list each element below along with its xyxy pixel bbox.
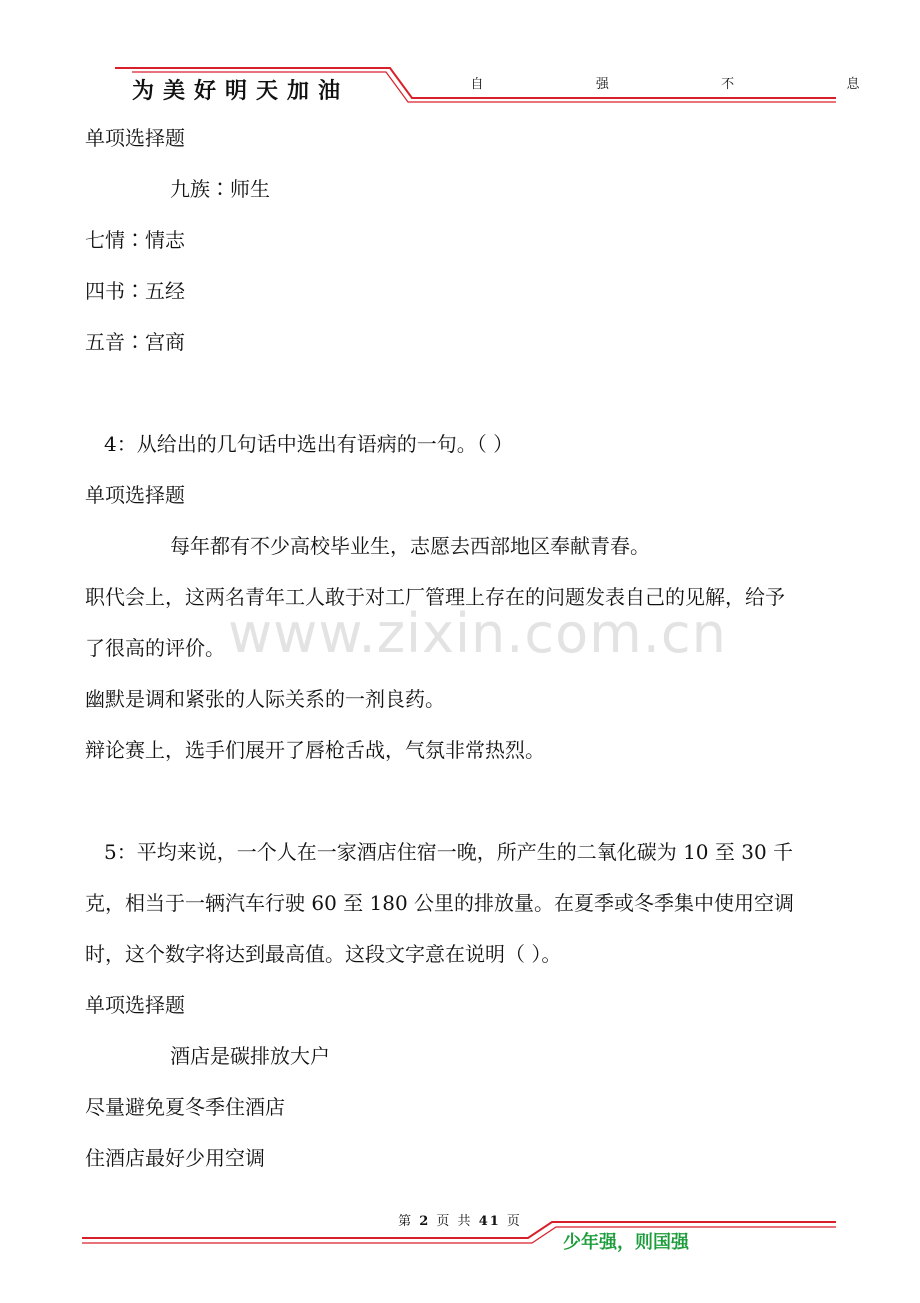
question-type-label: 单项选择题 [85,126,185,150]
question-4-stem: 4：从给出的几句话中选出有语病的一句。（ ） [104,432,514,456]
option-b: 七情∶情志 [85,228,185,252]
question-5-stem-continued: 时，这个数字将达到最高值。这段文字意在说明（ ）。 [85,942,562,966]
option-a: 九族∶师生 [170,177,270,201]
watermark: www.zixin.com.cn [228,602,727,665]
option-d: 辩论赛上，选手们展开了唇枪舌战，气氛非常热烈。 [85,738,545,762]
option-a: 每年都有不少高校毕业生，志愿去西部地区奉献青春。 [170,534,650,558]
page-suffix: 页 [506,1214,522,1229]
header-motto-char: 自 [470,77,484,92]
page-prefix: 第 [398,1214,414,1229]
header-motto [470,73,860,92]
option-c: 住酒店最好少用空调 [85,1146,265,1170]
option-b-continued: 了很高的评价。 [85,636,225,660]
header-motto-char: 强 [595,77,609,92]
page-mid: 页 共 [436,1214,473,1229]
page-number [0,1210,920,1229]
footer-slogan: 少年强，则国强 [563,1232,689,1253]
option-b: 职代会上，这两名青年工人敢于对工厂管理上存在的问题发表自己的见解，给予 [85,585,785,609]
option-b: 尽量避免夏冬季住酒店 [85,1095,285,1119]
option-c: 四书∶五经 [85,279,185,303]
option-d: 五音∶宫商 [85,330,185,354]
question-type-label: 单项选择题 [85,993,185,1017]
page-current: 2 [419,1214,431,1229]
question-5-stem: 5：平均来说，一个人在一家酒店住宿一晚，所产生的二氧化碳为 10 至 30 千 [104,840,794,864]
header-motto-char: 息 [846,77,860,92]
option-a: 酒店是碳排放大户 [170,1044,330,1068]
header-motto-char: 不 [721,77,735,92]
option-c: 幽默是调和紧张的人际关系的一剂良药。 [85,687,445,711]
header-slogan: 为美好明天加油 [132,79,350,104]
question-type-label: 单项选择题 [85,483,185,507]
page-total: 41 [478,1214,501,1229]
question-5-stem-continued: 克，相当于一辆汽车行驶 60 至 180 公里的排放量。在夏季或冬季集中使用空调 [85,891,795,915]
